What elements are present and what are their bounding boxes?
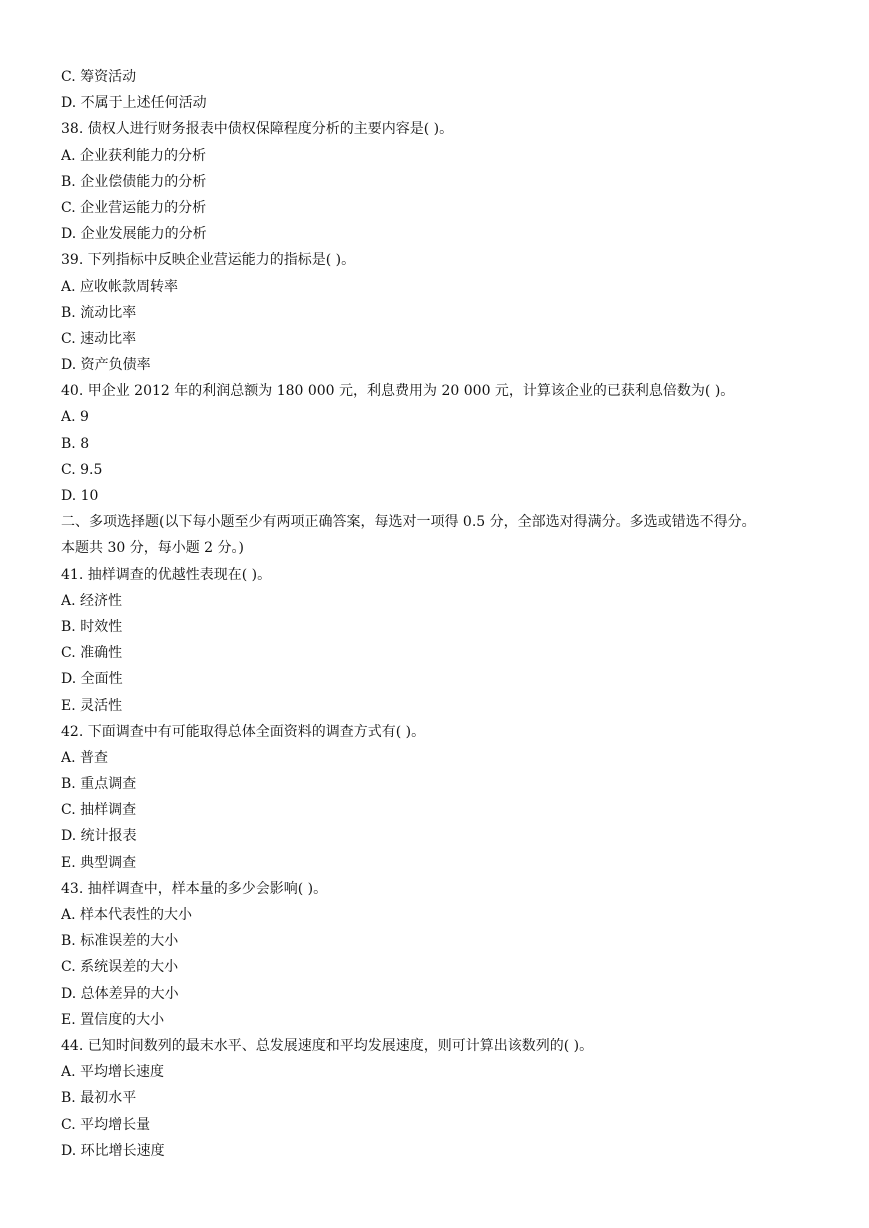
document-page <box>61 64 821 1164</box>
q39-option-d: D. 资产负债率 <box>61 357 151 374</box>
q42-option-e: E. 典型调查 <box>61 854 137 871</box>
q38-option-d: D. 企业发展能力的分析 <box>61 226 207 243</box>
q41-option-b: B. 时效性 <box>61 618 123 635</box>
question-44: 44. 已知时间数列的最末水平、总发展速度和平均发展速度，则可计算出该数列的( )。 <box>61 1037 594 1054</box>
q44-option-d: D. 环比增长速度 <box>61 1142 165 1159</box>
q39-option-b: B. 流动比率 <box>61 304 137 321</box>
q38-option-a: A. 企业获利能力的分析 <box>61 147 207 164</box>
q41-option-e: E. 灵活性 <box>61 697 123 714</box>
q43-option-a: A. 样本代表性的大小 <box>61 907 193 923</box>
q41-option-c: C. 准确性 <box>61 645 123 662</box>
option-d-none: D. 不属于上述任何活动 <box>61 95 207 112</box>
q42-option-c: C. 抽样调查 <box>61 802 137 819</box>
q44-option-a: A. 平均增长速度 <box>61 1064 165 1081</box>
q43-option-d: D. 总体差异的大小 <box>61 985 179 1002</box>
question-39: 39. 下列指标中反映企业营运能力的指标是( )。 <box>61 252 356 269</box>
question-42: 42. 下面调查中有可能取得总体全面资料的调查方式有( )。 <box>61 723 426 740</box>
q41-option-d: D. 全面性 <box>61 671 123 688</box>
q40-option-c: C. 9.5 <box>61 461 103 478</box>
question-41: 41. 抽样调查的优越性表现在( )。 <box>61 566 272 583</box>
q42-option-b: B. 重点调查 <box>61 776 137 793</box>
q44-option-c: C. 平均增长量 <box>61 1116 151 1133</box>
q43-option-e: E. 置信度的大小 <box>61 1011 165 1028</box>
q43-option-c: C. 系统误差的大小 <box>61 959 179 976</box>
q43-option-b: B. 标准误差的大小 <box>61 933 179 950</box>
q38-option-b: B. 企业偿债能力的分析 <box>61 173 207 190</box>
section-2-heading-cont: 本题共 30 分，每小题 2 分。) <box>61 540 244 557</box>
q42-option-a: A. 普查 <box>61 749 109 766</box>
q40-option-a: A. 9 <box>61 409 89 426</box>
q39-option-a: A. 应收帐款周转率 <box>61 278 179 295</box>
option-c-fundraising: C. 筹资活动 <box>61 69 137 85</box>
q39-option-c: C. 速动比率 <box>61 330 137 347</box>
section-2-heading: 二、多项选择题(以下每小题至少有两项正确答案，每选对一项得 0.5 分，全部选对得满分。多选或错选不得分。 <box>61 514 756 531</box>
question-38: 38. 债权人进行财务报表中债权保障程度分析的主要内容是( )。 <box>61 121 454 138</box>
q38-option-c: C. 企业营运能力的分析 <box>61 199 207 216</box>
question-40: 40. 甲企业 2012 年的利润总额为 180 000 元，利息费用为 20 000 元，计算该企业的已获利息倍数为( )。 <box>61 383 735 400</box>
q44-option-b: B. 最初水平 <box>61 1090 137 1107</box>
q42-option-d: D. 统计报表 <box>61 828 137 845</box>
q41-option-a: A. 经济性 <box>61 592 123 609</box>
q40-option-d: D. 10 <box>61 488 99 504</box>
question-43: 43. 抽样调查中，样本量的多少会影响( )。 <box>61 880 328 897</box>
q40-option-b: B. 8 <box>61 435 90 452</box>
